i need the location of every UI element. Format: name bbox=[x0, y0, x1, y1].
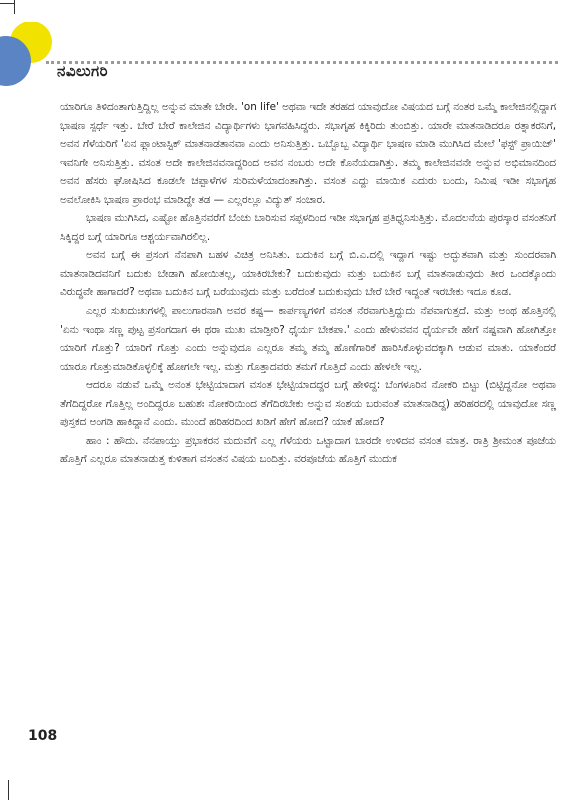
crop-mark-top-left-vertical bbox=[14, 0, 15, 14]
paragraph-5: ಆದರೂ ನಡುವೆ ಒಮ್ಮೆ ಅನಂತ ಭೇಟ್ಟಿಯಾದಾಗ ವಸಂತ ಭೇಟ್ಟಿಯಾದದ್ದರ ಬಗ್ಗೆ ಹೇಳಿದ್ದ: ಬೆಂಗಳೂರಿನ ನೋಕರಿ ಬಿಟ್ಟು (ಬಿಟ್ಟಿದ್ದನೋ ಅಥವಾ ತೆಗೆದಿದ್ದರೋ ಗೊತ್ತಿಲ್ಲ ಅಂದಿದ್ದರೂ ಬಹುಶಃ ನೋಕರಿಯಿಂದ ತೆಗೆದಿರಬೇಕು ಅನ್ನುವ ಸಂಶಯ ಬರುವಂತೆ ಮಾತನಾಡಿದ್ದ) ಹರಿಹರದಲ್ಲಿ ಯಾವುದೋ ಸಣ್ಣ ಪುಸ್ತಕದ ಅಂಗಡಿ ಹಾಕಿದ್ದಾನೆ ಎಂದು. ಮುಂದೆ ಹರಿಹರದಿಂದ ಖಡಿಗೆ ಹೇಗೆ ಹೋದ? ಯಾಕೆ ಹೋದ? bbox=[60, 379, 556, 429]
decorative-circles bbox=[0, 22, 60, 86]
body-text bbox=[60, 98, 556, 469]
page-number: 108 bbox=[28, 728, 58, 744]
crop-mark-bottom-left-vertical bbox=[8, 780, 9, 800]
paragraph-1: ಯಾರಿಗೂ ತಿಳಿದಂತಾಗುತ್ತಿದ್ದಿಲ್ಲ ಅನ್ನುವ ಮಾತೇ ಬೇರೇ. 'on life' ಅಥವಾ ಇದೇ ತರಹದ ಯಾವುದೋ ವಿಷಯದ ಬಗ್ಗೆ ನಂತರ ಒಮ್ಮೆ ಕಾಲೇಜಿನಲ್ಲಿದ್ದಾಗ ಭಾಷಣ ಸ್ಪರ್ಧೆ ಇತ್ತು. ಬೇರೆ ಬೇರೆ ಕಾಲೇಜಿನ ವಿದ್ಯಾರ್ಥಿಗಳು ಭಾಗವಹಿಸಿದ್ದರು. ಸಭಾಗೃಹ ಕಿಕ್ಕಿರಿದು ತುಂಬಿತ್ತು. ಯಾರೇ ಮಾತನಾಡಿದರೂ ರತ್ನಾಕರನಿಗೆ, ಅವನ ಗೆಳೆಯರಿಗೆ 'ಏನ ಫ್ಲಾಂಟಾಸ್ಟಿಕ್ ಮಾತನಾಡತಾನವಾ ಎಂದು ಅನಿಸುತ್ತಿತ್ತು. ಒಬ್ಬೊಬ್ಬ ವಿದ್ಯಾರ್ಥಿ ಭಾಷಣ ಮಾಡಿ ಮುಗಿಸಿದ ಮೇಲೆ 'ಫಸ್ಟ್ ಪ್ರಾಯಿಜ್' ಇವನಿಗೇ ಅನಿಸುತ್ತಿತ್ತು. ವಸಂತ ಅದೇ ಕಾಲೇಜಿನವನಾದ್ದರಿಂದ ಅವನ ನಂಬರು ಅದೇ ಕೊನೆಯದಾಗಿತ್ತು. ತಮ್ಮ ಕಾಲೇಜಿನವನೇ ಅನ್ನುವ ಅಭಿಮಾನದಿಂದ ಅವನ ಹೆಸರು ಘೋಷಿಸಿದ ಕೂಡಲೇ ಚಪ್ಪಾಳೆಗಳ ಸುರಿಮಳೆಯಾದಂತಾಗಿತ್ತು. ವಸಂತ ಎದ್ದು ಮಾಯಿಕ ಎದುರು ಬಂದು, ನಿಮಿಷ ಇಡೀ ಸಭಾಗೃಹ ಅವಲೋಕಿಸಿ ಭಾಷಣ ಪ್ರಾರಂಭ ಮಾಡಿದ್ದೇ ತಡ — ಎಲ್ಲರಲ್ಲೂ ವಿದ್ಯುತ್ ಸಂಚಾರ. bbox=[60, 101, 556, 206]
paragraph-4: ಎಲ್ಲರ ಸುಖದುಃಖಗಳಲ್ಲಿ ಪಾಲುಗಾರನಾಗಿ ಅವರ ಕಷ್ಟ— ಕಾರ್ಪಣ್ಯಗಳಿಗೆ ವಸಂತ ನೆರವಾಗುತ್ತಿದ್ದುದು ನೆಪವಾಗುತ್ತದೆ. ಮತ್ತು ಅಂಥ ಹೊತ್ತಿನಲ್ಲಿ 'ಏನು ಇಂಥಾ ಸಣ್ಣ ಪುಟ್ಟ ಪ್ರಸಂಗದಾಗ ಈ ಥರಾ ಮುಖ ಮಾಡ್ತೀರಿ? ಧೈರ್ಯ ಬೇಕಪಾ.' ಎಂದು ಹೇಳುವವನ ಧೈರ್ಯವೇ ಹೇಗೆ ನಷ್ಟವಾಗಿ ಹೋಗಿತ್ತೋ ಯಾರಿಗೆ ಗೊತ್ತು? ಯಾರಿಗೆ ಗೊತ್ತು ಎಂದು ಅನ್ನುವುದೂ ಎಲ್ಲರೂ ತಮ್ಮ ತಮ್ಮ ಹೊಣೆಗಾರಿಕೆ ಹಾರಿಸಿಕೊಳ್ಳುವದಕ್ಕಾಗಿ ಆಡುವ ಮಾತು. ಯಾಕೆಂದರೆ ಯಾರೂ ಗೊತ್ತುಮಾಡಿಕೊಳ್ಳಲಿಕ್ಕೆ ಹೋಗಲೇ ಇಲ್ಲ. ಮತ್ತು ಗೊತ್ತಾದವರು ತಮಗೆ ಗೊತ್ತಿದೆ ಎಂದು ಹೇಳಲೇ ಇಲ್ಲ. bbox=[60, 305, 556, 373]
running-header-title: ನವಿಲುಗರಿ bbox=[57, 62, 109, 80]
paragraph-6: ಹಾಂ : ಹೌದು. ನೆನಪಾಯ್ತು ಪ್ರಭಾಕರನ ಮದುವೆಗೆ ಎಲ್ಲ ಗೆಳೆಯರು ಒಟ್ಟಾದಾಗ ಬಾರದೇ ಉಳಿದವ ವಸಂತ ಮಾತ್ರ. ರಾತ್ರಿ ಶ್ರೀಮಂತ ಪೂಜೆಯ ಹೊತ್ತಿಗೆ ಎಲ್ಲರೂ ಮಾತನಾಡುತ್ತ ಕುಳಿತಾಗ ವಸಂತನ ವಿಷಯ ಬಂದಿತ್ತು. ವರಪೂಜೆಯ ಹೊತ್ತಿಗೆ ಮುದುಕ bbox=[60, 434, 556, 466]
crop-mark-top-left-horizontal bbox=[0, 3, 14, 4]
paragraph-2: ಭಾಷಣ ಮುಗಿಸಿದ, ಎಷ್ಟೋ ಹೊತ್ತಿನವರೆಗೆ ಬೆಂಚು ಬಾರಿಸುವ ಸಪ್ಪಳದಿಂದ ಇಡೀ ಸಭಾಗೃಹ ಪ್ರತಿಧ್ವನಿಸುತ್ತಿತ್ತು. ಮೊದಲನೆಯ ಪುರಸ್ಕಾರ ವಸಂತನಿಗೆ ಸಿಕ್ಕಿದ್ದರ ಬಗ್ಗೆ ಯಾರಿಗೂ ಆಶ್ಚರ್ಯವಾಗಿರಲಿಲ್ಲ. bbox=[60, 212, 556, 243]
paragraph-3: ಅವನ ಬಗ್ಗೆ ಈ ಪ್ರಸಂಗ ನೆನಪಾಗಿ ಬಹಳ ವಿಚಿತ್ರ ಅನಿಸಿತು. ಬದುಕಿನ ಬಗ್ಗೆ ಬಿ.ಎ.ದಲ್ಲಿ ಇದ್ದಾಗ ಇಷ್ಟು ಅದ್ಭುತವಾಗಿ ಮತ್ತು ಸುಂದರವಾಗಿ ಮಾತನಾಡಿದವನಿಗೆ ಬದುಕು ಬೇಡಾಗಿ ಹೋಯಿತಲ್ಲ, ಯಾಕಿರಬೇಕು? ಬದುಕುವುದು ಮತ್ತು ಬದುಕಿನ ಬಗ್ಗೆ ಮಾತನಾಡುವುದು ತೀರ ಒಂದಕ್ಕೊಂದು ವಿರುದ್ಧವೇ ಹಾಗಾದರೆ? ಅಥವಾ ಬದುಕಿನ ಬಗ್ಗೆ ಬರೆಯುವುದು ಮತ್ತು ಬರೆದಂತೆ ಬದುಕುವುದು ಬೇರೆ ಬೇರೆ ಇದ್ದಂತೆ ಇರಬೇಕು ಇದೂ ಕೂಡ. bbox=[60, 249, 556, 299]
header-dotted-rule bbox=[46, 61, 558, 64]
